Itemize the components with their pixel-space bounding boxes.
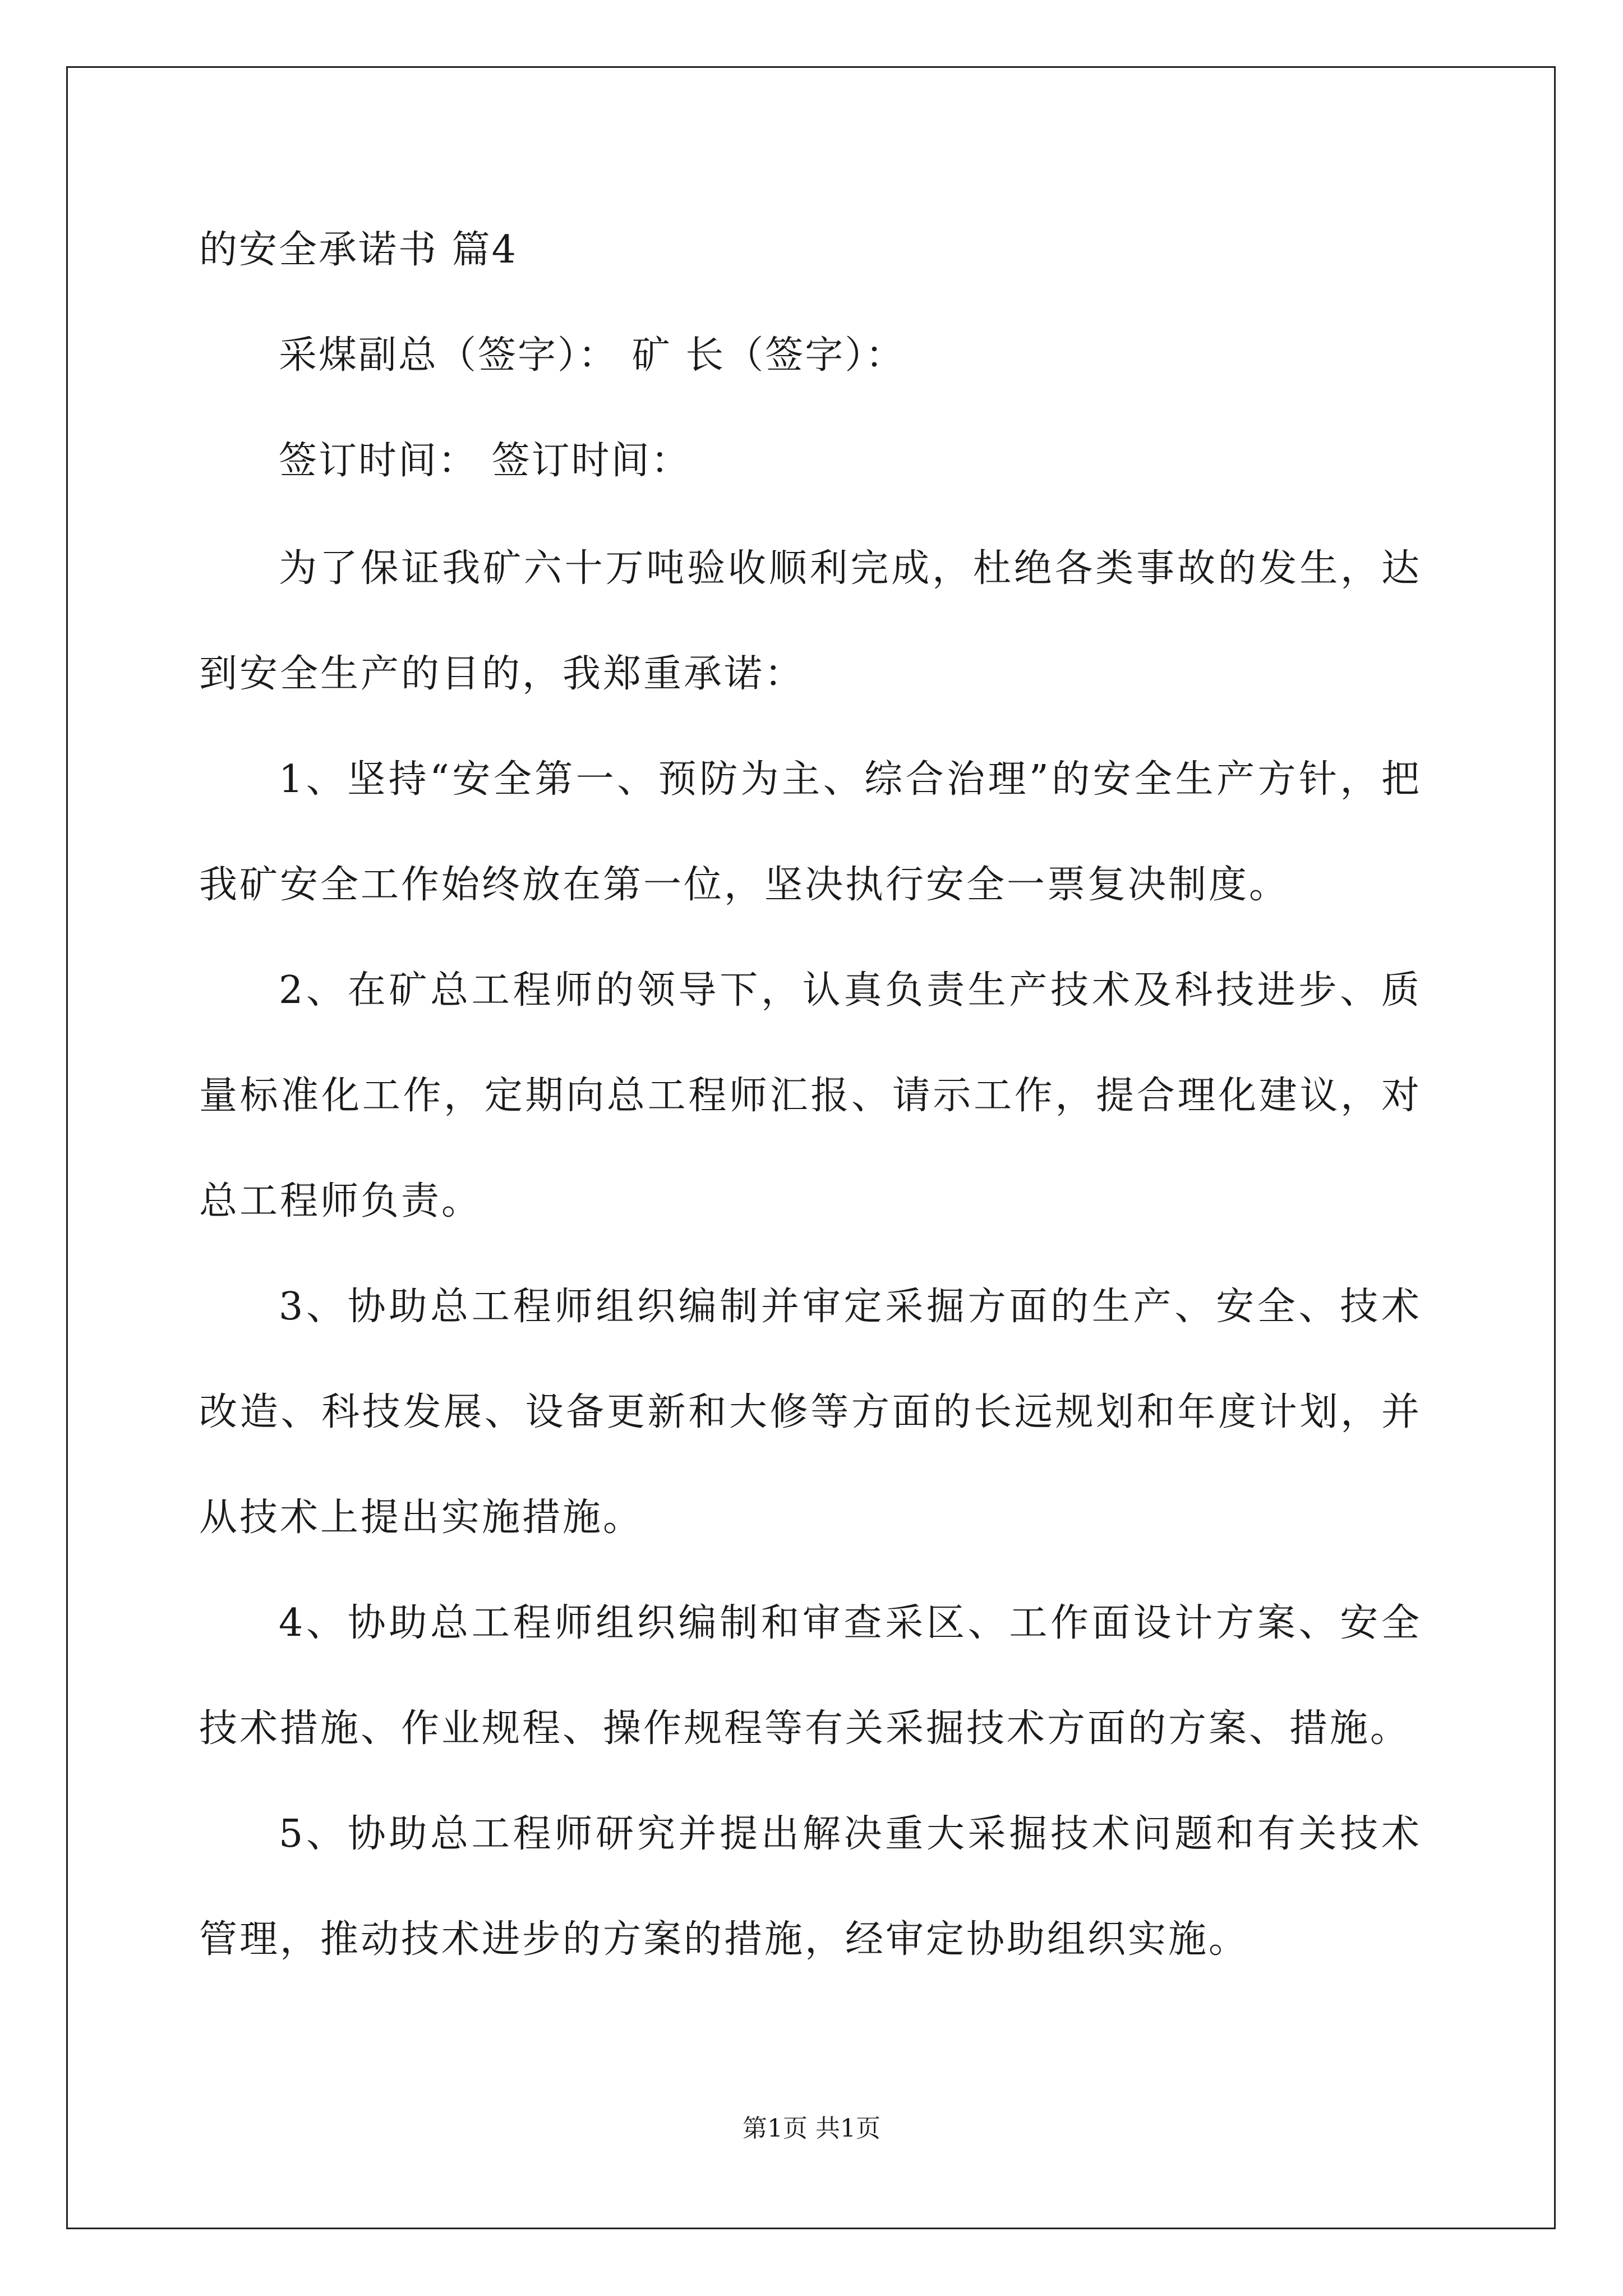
paragraph-item-4: 4、协助总工程师组织编制和审查采区、工作面设计方案、安全技术措施、作业规程、操作规程等有关采掘技术方面的方案、措施。 bbox=[199, 1601, 1422, 1751]
paragraph-item-1: 1、坚持“安全第一、预防为主、综合治理”的安全生产方针，把我矿安全工作始终放在第一位，坚决执行安全一票复决制度。 bbox=[199, 757, 1422, 907]
page-footer: 第1页 共1页 bbox=[743, 2114, 880, 2143]
paragraph-item-2: 2、在矿总工程师的领导下，认真负责生产技术及科技进步、质量标准化工作，定期向总工程师汇报、请示工作，提合理化建议，对总工程师负责。 bbox=[199, 968, 1422, 1223]
signature-line-2: 签订时间： 签订时间： bbox=[279, 439, 691, 483]
signature-line-1: 采煤副总（签字）： 矿 长（签字）： bbox=[279, 333, 906, 378]
paragraph-intro: 为了保证我矿六十万吨验收顺利完成，杜绝各类事故的发生，达到安全生产的目的，我郑重承诺： bbox=[199, 546, 1422, 696]
paragraph-item-5: 5、协助总工程师研究并提出解决重大采掘技术问题和有关技术管理，推动技术进步的方案的措施，经审定协助组织实施。 bbox=[199, 1812, 1422, 1962]
document-title: 的安全承诺书 篇4 bbox=[199, 228, 518, 272]
paragraph-item-3: 3、协助总工程师组织编制并审定采掘方面的生产、安全、技术改造、科技发展、设备更新和大修等方面的长远规划和年度计划，并从技术上提出实施措施。 bbox=[199, 1285, 1422, 1540]
